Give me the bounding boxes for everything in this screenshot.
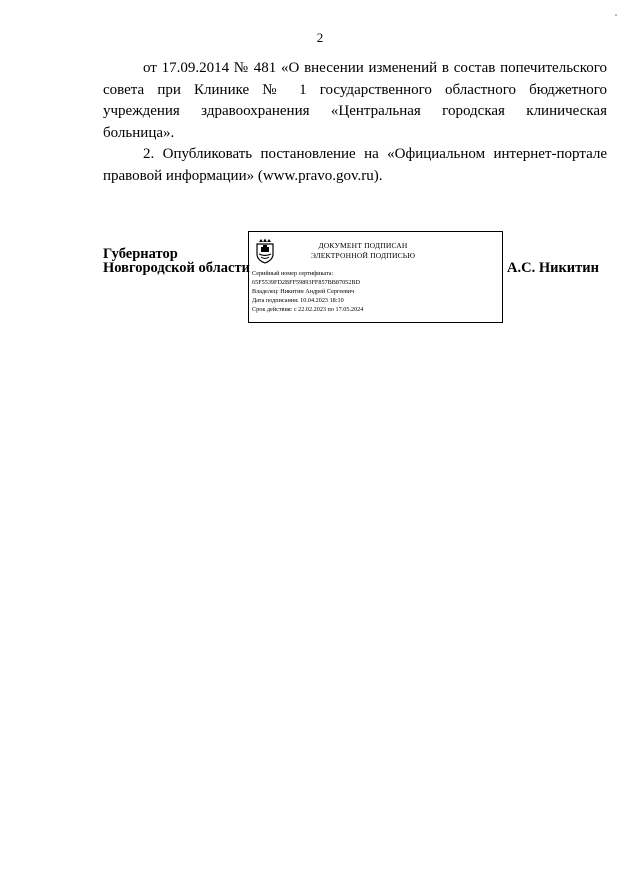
scan-artifact-dot xyxy=(615,14,617,16)
electronic-signature-stamp xyxy=(248,231,503,323)
page-number: 2 xyxy=(316,30,324,45)
certificate-owner: Владелец: Никитин Андрей Сергеевич xyxy=(252,288,355,295)
signing-date: Дата подписания: 10.04.2023 18:10 xyxy=(252,297,344,304)
certificate-validity: Срок действия: с 22.02.2023 по 17.05.2024 xyxy=(252,306,364,313)
certificate-serial-value: 65F5539FD2BFF59893FF857BB87052BD xyxy=(252,279,360,286)
coat-of-arms-icon xyxy=(255,238,275,264)
paragraph-publish: 2. Опубликовать постановление на «Официальном интернет-портале правовой информации» (www.pravo.gov.ru). xyxy=(103,146,607,184)
stamp-heading-line-1: ДОКУМЕНТ ПОДПИСАН xyxy=(318,241,408,250)
body-text xyxy=(103,58,607,187)
signatory-name: А.С. Никитин xyxy=(507,260,599,276)
stamp-details xyxy=(252,269,363,314)
signatory-title-line-1: Губернатор xyxy=(103,246,178,262)
stamp-heading-line-2: ЭЛЕКТРОННОЙ ПОДПИСЬЮ xyxy=(310,251,416,260)
paragraph-continuation: от 17.09.2014 № 481 «О внесении изменений в состав попечительского совета при Клинике № 1 государственного областного бюджетного учреждения здравоохранения «Центральная городская клиническая больница». xyxy=(103,60,607,141)
certificate-serial-label: Серийный номер сертификата: xyxy=(252,270,334,277)
signatory-title-line-2: Новгородской области xyxy=(103,260,250,276)
signatory-title xyxy=(103,247,250,275)
stamp-heading xyxy=(283,241,443,261)
